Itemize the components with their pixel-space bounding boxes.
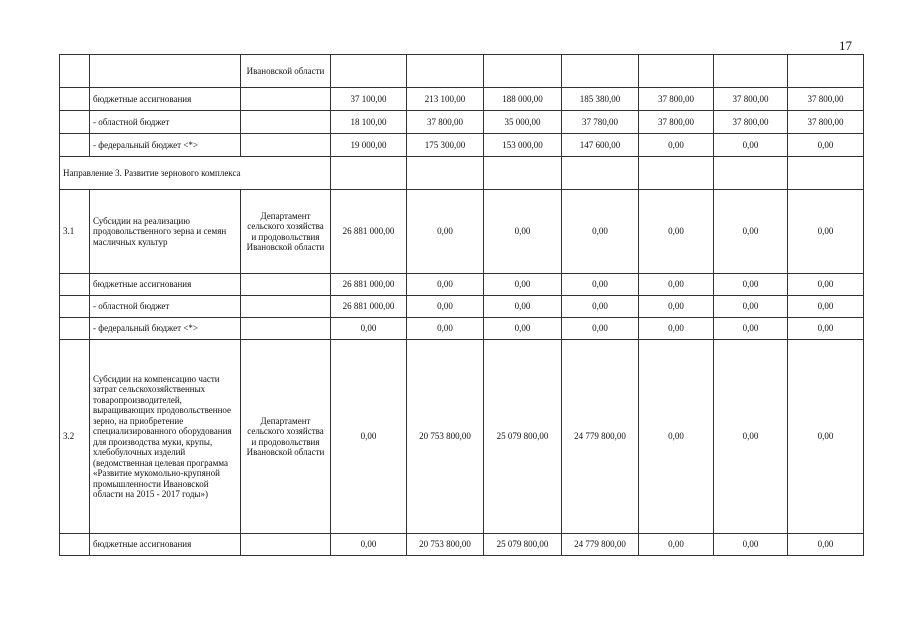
value-cell: 175 300,00: [407, 134, 484, 157]
cell-empty: [90, 55, 241, 88]
value-cell: 188 000,00: [484, 88, 562, 111]
value-cell: 0,00: [639, 318, 714, 340]
value-cell: 0,00: [788, 134, 864, 157]
value-cell: 25 079 800,00: [484, 340, 562, 534]
value-cell: 0,00: [484, 296, 562, 318]
value-cell: 0,00: [639, 340, 714, 534]
value-cell: 0,00: [407, 318, 484, 340]
table-row: [60, 296, 864, 318]
value-cell: 0,00: [407, 190, 484, 274]
item-row-3-2: [60, 340, 864, 534]
row-label: бюджетные ассигнования: [90, 274, 241, 296]
value-cell: 0,00: [639, 190, 714, 274]
table-row: [60, 318, 864, 340]
value-cell: 37 800,00: [714, 88, 788, 111]
value-cell: 0,00: [788, 340, 864, 534]
cell-responsible-org: Департамент сельского хозяйства и продовольствия Ивановской области: [241, 190, 331, 274]
value-cell: 0,00: [407, 296, 484, 318]
row-label: - федеральный бюджет <*>: [90, 318, 241, 340]
value-cell: 0,00: [639, 534, 714, 556]
row-label: бюджетные ассигнования: [90, 88, 241, 111]
value-cell: 0,00: [714, 318, 788, 340]
value-cell: 0,00: [331, 318, 407, 340]
table-row: [60, 534, 864, 556]
value-cell: 37 800,00: [639, 88, 714, 111]
item-name: Субсидии на реализацию продовольственного зерна и семян масличных культур: [90, 190, 241, 274]
value-cell: 0,00: [714, 296, 788, 318]
value-cell: 0,00: [562, 274, 639, 296]
value-cell: 35 000,00: [484, 111, 562, 134]
page-number: 17: [839, 38, 852, 53]
row-label: - областной бюджет: [90, 111, 241, 134]
value-cell: 26 881 000,00: [331, 296, 407, 318]
value-cell: 0,00: [562, 190, 639, 274]
row-label: - областной бюджет: [90, 296, 241, 318]
budget-table: [59, 54, 864, 556]
value-cell: 185 380,00: [562, 88, 639, 111]
item-number: 3.1: [60, 190, 90, 274]
value-cell: 37 800,00: [407, 111, 484, 134]
value-cell: 153 000,00: [484, 134, 562, 157]
value-cell: 25 079 800,00: [484, 534, 562, 556]
value-cell: 0,00: [714, 134, 788, 157]
value-cell: 0,00: [714, 274, 788, 296]
value-cell: 20 753 800,00: [407, 534, 484, 556]
value-cell: 0,00: [714, 190, 788, 274]
table-row: [60, 134, 864, 157]
value-cell: 0,00: [562, 318, 639, 340]
value-cell: 37 800,00: [714, 111, 788, 134]
value-cell: 37 800,00: [639, 111, 714, 134]
value-cell: 24 779 800,00: [562, 340, 639, 534]
value-cell: 0,00: [639, 274, 714, 296]
value-cell: 0,00: [788, 318, 864, 340]
value-cell: 147 600,00: [562, 134, 639, 157]
direction-title: Направление 3. Развитие зернового комплекса: [60, 157, 331, 190]
table-row: [60, 274, 864, 296]
table-row-continuation: [60, 55, 864, 88]
cell-empty: [60, 55, 90, 88]
value-cell: 0,00: [484, 274, 562, 296]
cell-responsible-org: Ивановской области: [241, 55, 331, 88]
value-cell: 37 100,00: [331, 88, 407, 111]
value-cell: 0,00: [562, 296, 639, 318]
item-row-3-1: [60, 190, 864, 274]
value-cell: 213 100,00: [407, 88, 484, 111]
value-cell: 37 800,00: [788, 111, 864, 134]
row-label: бюджетные ассигнования: [90, 534, 241, 556]
table-row: [60, 88, 864, 111]
value-cell: 0,00: [407, 274, 484, 296]
value-cell: 0,00: [788, 274, 864, 296]
value-cell: 37 800,00: [788, 88, 864, 111]
table-row: [60, 111, 864, 134]
value-cell: 0,00: [484, 190, 562, 274]
value-cell: 0,00: [714, 534, 788, 556]
value-cell: 0,00: [788, 296, 864, 318]
value-cell: 0,00: [639, 296, 714, 318]
value-cell: 0,00: [639, 134, 714, 157]
direction-row: [60, 157, 864, 190]
value-cell: 0,00: [331, 534, 407, 556]
value-cell: 24 779 800,00: [562, 534, 639, 556]
value-cell: 0,00: [788, 534, 864, 556]
cell-responsible-org: Департамент сельского хозяйства и продовольствия Ивановской области: [241, 340, 331, 534]
value-cell: 0,00: [331, 340, 407, 534]
value-cell: 20 753 800,00: [407, 340, 484, 534]
item-number: 3.2: [60, 340, 90, 534]
item-name: Субсидии на компенсацию части затрат сельскохозяйственных товаропроизводителей, выращивающих продовольственное зерно, на приобретение специализированного оборудования для производства муки, крупы, хлебобулочных изделий (ведомственная целевая программа «Развитие мукомольно-крупяной промышленности Ивановской области на 2015 - 2017 годы»): [90, 340, 241, 534]
value-cell: 0,00: [484, 318, 562, 340]
value-cell: 0,00: [714, 340, 788, 534]
value-cell: 0,00: [788, 190, 864, 274]
value-cell: 19 000,00: [331, 134, 407, 157]
value-cell: 26 881 000,00: [331, 274, 407, 296]
value-cell: 26 881 000,00: [331, 190, 407, 274]
value-cell: 18 100,00: [331, 111, 407, 134]
row-label: - федеральный бюджет <*>: [90, 134, 241, 157]
value-cell: 37 780,00: [562, 111, 639, 134]
